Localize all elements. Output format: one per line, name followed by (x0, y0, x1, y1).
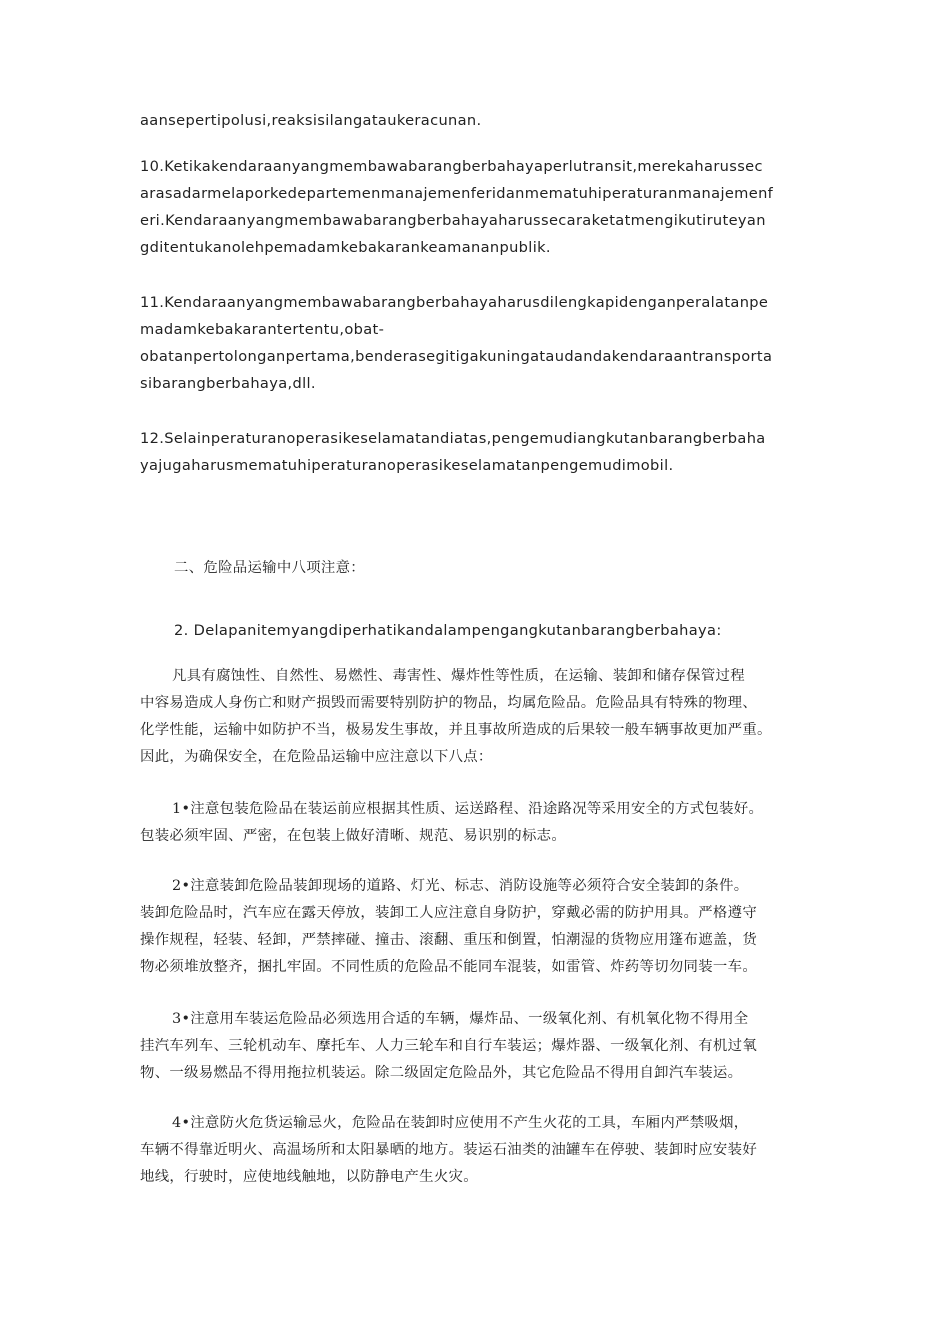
point-2-line: 物必须堆放整齐，捆扎牢固。不同性质的危险品不能同车混装，如雷管、炸药等切勿同装一车。 (140, 959, 758, 975)
point-4-line: 4•注意防火危货运输忌火，危险品在装卸时应使用不产生火花的工具，车厢内严禁吸烟， (172, 1115, 749, 1131)
item-12-line: 12.Selainperaturanoperasikeselamatandiatas,pengemudiangkutanbarangberbaha (140, 430, 766, 447)
item-11-line: madamkebakarantertentu,obat- (140, 321, 385, 338)
item-11-line: 11.Kendaraanyangmembawabarangberbahayaharusdilengkapidenganperalatanpe (140, 294, 769, 311)
item-10-line: gditentukanolehpemadamkebakarankeamananpublik. (140, 239, 551, 256)
item-11-line: sibarangberbahaya,dll. (140, 375, 316, 392)
point-4-line: 车辆不得靠近明火、高温场所和太阳暴晒的地方。装运石油类的油罐车在停驶、装卸时应安装好 (140, 1142, 758, 1158)
intro-paragraph-line: 中容易造成人身伤亡和财产损毁而需要特别防护的物品，均属危险品。危险品具有特殊的物理、 (140, 695, 758, 711)
paragraph-line: aansepertipolusi,reaksisilangataukeracunan. (140, 112, 482, 129)
item-10-line: 10.Ketikakendaraanyangmembawabarangberbahayaperlutransit,merekaharussec (140, 158, 763, 175)
point-1-line: 1•注意包装危险品在装运前应根据其性质、运送路程、沿途路况等采用安全的方式包装好。 (172, 801, 764, 817)
item-10-line: eri.Kendaraanyangmembawabarangberbahayaharussecaraketatmengikutiruteyan (140, 212, 766, 229)
point-1-line: 包装必须牢固、严密，在包装上做好清晰、规范、易识别的标志。 (140, 828, 567, 844)
section-subheading: 2. Delapanitemyangdiperhatikandalampengangkutanbarangberbahaya: (174, 622, 722, 639)
point-4-line: 地线，行驶时，应使地线触地，以防静电产生火灾。 (140, 1169, 478, 1185)
intro-paragraph-line: 因此，为确保安全，在危险品运输中应注意以下八点： (140, 749, 493, 765)
point-3-line: 物、一级易燃品不得用拖拉机装运。除二级固定危险品外，其它危险品不得用自卸汽车装运。 (140, 1065, 743, 1081)
point-3-line: 3•注意用车装运危险品必须选用合适的车辆，爆炸品、一级氧化剂、有机氧化物不得用全 (172, 1011, 749, 1027)
point-2-line: 2•注意装卸危险品装卸现场的道路、灯光、标志、消防设施等必须符合安全装卸的条件。 (172, 878, 749, 894)
point-3-line: 挂汽车列车、三轮机动车、摩托车、人力三轮车和自行车装运；爆炸器、一级氧化剂、有机过氧 (140, 1038, 758, 1054)
intro-paragraph-line: 化学性能，运输中如防护不当，极易发生事故，并且事故所造成的后果较一般车辆事故更加严重。 (140, 722, 772, 738)
section-heading: 二、危险品运输中八项注意： (174, 560, 365, 576)
point-2-line: 操作规程，轻装、轻卸，严禁摔碰、撞击、滚翻、重压和倒置，怕潮湿的货物应用篷布遮盖，货 (140, 932, 758, 948)
item-12-line: yajugaharusmematuhiperaturanoperasikeselamatanpengemudimobil. (140, 457, 674, 474)
intro-paragraph-line: 凡具有腐蚀性、自然性、易燃性、毒害性、爆炸性等性质，在运输、装卸和储存保管过程 (172, 668, 745, 684)
point-2-line: 装卸危险品时，汽车应在露天停放，装卸工人应注意自身防护，穿戴必需的防护用具。严格遵守 (140, 905, 758, 921)
item-11-line: obatanpertolonganpertama,benderasegitigakuningataudandakendaraantransporta (140, 348, 773, 365)
item-10-line: arasadarmelaporkedepartemenmanajemenferidanmematuhiperaturanmanajemenf (140, 185, 774, 202)
